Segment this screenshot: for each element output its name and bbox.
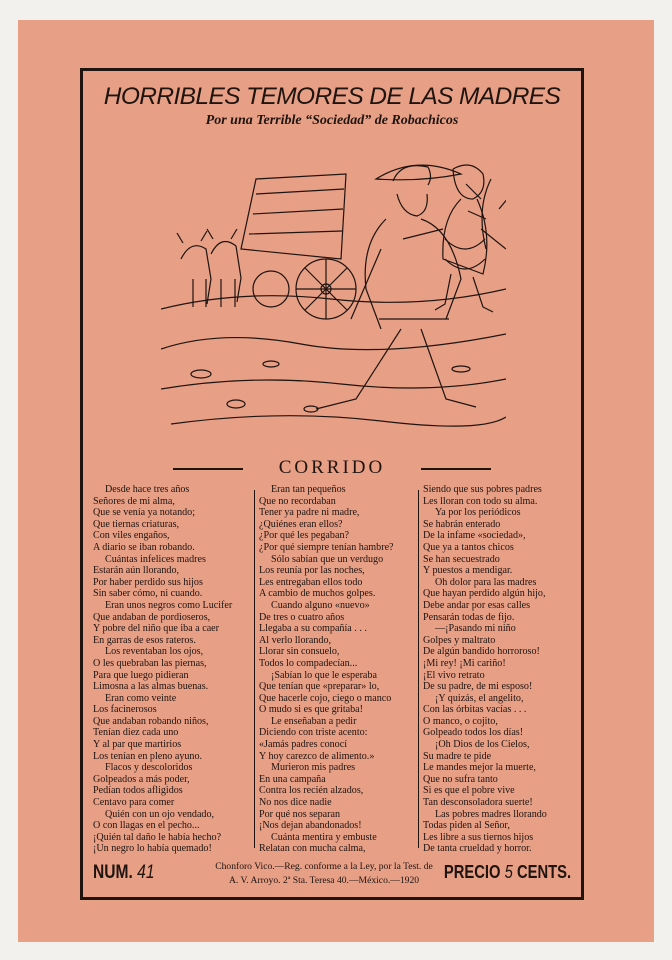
- poem-line: Al verlo llorando,: [259, 634, 332, 646]
- poem-line: Golpeado todos los días!: [423, 727, 524, 739]
- poem-columns: [93, 484, 573, 854]
- poem-line: Que no recordaban: [259, 495, 336, 507]
- poem-line: Y hoy carezco de alimento.»: [259, 750, 375, 762]
- poem-line: Golpes y maltrato: [423, 634, 496, 646]
- poem-line: Que no sufra tanto: [423, 773, 498, 785]
- poem-line: ¡Mi rey! ¡Mi cariño!: [423, 657, 506, 669]
- poem-line: ¡Nos dejan abandonados!: [259, 820, 362, 832]
- poem-line: Les entregaban ellos todo: [259, 576, 363, 588]
- page-border: [80, 68, 584, 900]
- poem-line: Cuántas infelices madres: [105, 553, 206, 565]
- poem-line: Sólo sabían que un verdugo: [271, 553, 384, 565]
- poem-line: Los tenían en pleno ayuno.: [93, 750, 203, 762]
- poem-line: Que andaban de pordioseros,: [93, 611, 211, 623]
- poem-line: Con las órbitas vacías . . .: [423, 704, 527, 716]
- poem-line: O con llagas en el pecho...: [93, 820, 200, 832]
- poem-line: Les libre a sus tiernos hijos: [423, 831, 534, 843]
- poem-line: ¡Quién tal daño le había hecho?: [93, 831, 222, 843]
- poem-line: ¿Por qué les pegaban?: [259, 530, 349, 542]
- poem-line: Llegaba a su compañía . . .: [259, 623, 367, 635]
- issue-number-value: 41: [137, 862, 155, 883]
- poem-line: De su padre, de mi esposo!: [423, 681, 533, 693]
- footer: [93, 858, 571, 894]
- poem-line: Flacos y descoloridos: [105, 762, 193, 774]
- poem-line: ¡Y quizás, el angelito,: [435, 692, 524, 704]
- poem-column-2: [259, 484, 419, 854]
- poem-line: Los facinerosos: [93, 704, 157, 716]
- broadside-sheet: [18, 20, 654, 942]
- poem-line: De la infame «sociedad»,: [423, 530, 526, 542]
- poem-line: Las pobres madres llorando: [435, 808, 547, 820]
- poem-line: De tanta crueldad y horror.: [423, 843, 532, 854]
- poem-line: A cambio de muchos golpes.: [259, 588, 376, 600]
- poem-line: Limosna a las almas buenas.: [93, 681, 209, 693]
- poem-line: Todos lo compadecían...: [259, 657, 358, 669]
- poem-line: A diario se iban robando.: [93, 541, 195, 553]
- poem-line: Llorar sin consuelo,: [259, 646, 340, 658]
- price: [444, 862, 571, 883]
- issue-number-label: NUM.: [93, 862, 133, 883]
- poem-column-3: [423, 484, 583, 854]
- poem-line: Estarán aún llorando,: [93, 565, 180, 577]
- poem-line: Eran como veinte: [105, 692, 177, 704]
- corrido-heading: CORRIDO: [278, 457, 386, 478]
- poem-line: De algún bandido horroroso!: [423, 646, 540, 658]
- poem-line: Le mandes mejor la muerte,: [423, 762, 536, 774]
- poem-line: Y al par que martirios: [93, 739, 182, 751]
- poem-line: Que se venía ya notando;: [93, 507, 196, 519]
- poem-line: ¡El vivo retrato: [423, 669, 485, 681]
- page-title: HORRIBLES TEMORES DE LAS MADRES: [103, 83, 561, 110]
- poem-line: O manco, o cojito,: [423, 715, 498, 727]
- poem-line: Se habrán enterado: [423, 518, 501, 530]
- poem-line: O mudo si es que gritaba!: [259, 704, 363, 716]
- poem-column-1: [93, 484, 253, 854]
- poem-line: Por haber perdido sus hijos: [93, 576, 203, 588]
- poem-line: De tres o cuatro años: [259, 611, 345, 623]
- poem-line: Y puestos a mendigar.: [423, 565, 513, 577]
- poem-line: Desde hace tres años: [105, 484, 190, 495]
- poem-line: Que hayan perdido algún hijo,: [423, 588, 546, 600]
- column-divider: [418, 490, 419, 848]
- poem-line: Que tiernas criaturas,: [93, 518, 180, 530]
- poem-line: Señores de mi alma,: [93, 495, 175, 507]
- poem-line: Que tenían que «preparar» lo,: [259, 681, 380, 693]
- poem-line: Les lloran con todo su alma.: [423, 495, 538, 507]
- poem-line: Los reunía por las noches,: [259, 565, 365, 577]
- poem-line: Su madre te pide: [423, 750, 492, 762]
- poem-line: Tenían diez cada uno: [93, 727, 179, 739]
- poem-line: No nos dice nadie: [259, 797, 332, 809]
- price-value: 5: [504, 862, 513, 882]
- poem-line: Sin saber cómo, ni cuando.: [93, 588, 203, 600]
- poem-line: Pensarán todas de fijo.: [423, 611, 515, 623]
- poem-line: «Jamás padres conocí: [259, 739, 348, 751]
- poem-line: Cuando alguno «nuevo»: [271, 599, 370, 611]
- poem-line: Contra los recién alzados,: [259, 785, 364, 797]
- poem-line: Para que luego pidieran: [93, 669, 189, 681]
- woodcut-man-carrying-child-icon: [161, 139, 506, 449]
- poem-line: En garras de esos rateros.: [93, 634, 196, 646]
- poem-line: Relatan con mucha calma,: [259, 843, 366, 854]
- column-divider: [254, 490, 255, 848]
- poem-line: Oh dolor para las madres: [435, 576, 537, 588]
- price-label: PRECIO: [443, 862, 501, 882]
- poem-line: Siendo que sus pobres padres: [423, 484, 542, 495]
- poem-line: Por qué nos separan: [259, 808, 341, 820]
- section-heading: [173, 457, 491, 479]
- poem-line: Debe andar por esas calles: [423, 599, 531, 611]
- poem-line: Cuánta mentira y embuste: [271, 831, 377, 843]
- poem-line: Que ya a tantos chicos: [423, 541, 514, 553]
- poem-line: Murieron mis padres: [271, 762, 356, 774]
- price-unit: CENTS.: [516, 862, 571, 882]
- poem-line: Los reventaban los ojos,: [105, 646, 204, 658]
- poem-line: Diciendo con triste acento:: [259, 727, 368, 739]
- poem-line: ¡Oh Dios de los Cielos,: [435, 739, 530, 751]
- poem-line: En una campaña: [259, 773, 326, 785]
- poem-line: ¡Un negro lo había quemado!: [93, 843, 212, 854]
- poem-line: —¡Pasando mi niño: [435, 623, 516, 635]
- poem-line: Le enseñaban a pedir: [271, 715, 357, 727]
- poem-line: Con viles engaños,: [93, 530, 170, 542]
- printer-line-1: Chonforo Vico.—Reg. conforme a la Ley, por la Test. de: [215, 861, 433, 872]
- heading-rule-right: [421, 468, 491, 470]
- poem-line: Quién con un ojo vendado,: [105, 808, 215, 820]
- poem-line: Pedían todos afligidos: [93, 785, 183, 797]
- poem-line: Centavo para comer: [93, 797, 175, 809]
- poem-line: Se han secuestrado: [423, 553, 500, 565]
- printer-imprint: [189, 860, 459, 888]
- poem-line: Eran unos negros como Lucifer: [105, 599, 233, 611]
- poem-line: Que andaban robando niños,: [93, 715, 209, 727]
- poem-line: O les quebraban las piernas,: [93, 657, 207, 669]
- poem-line: ¿Quiénes eran ellos?: [259, 518, 343, 530]
- poem-line: Tener ya padre ni madre,: [259, 507, 360, 519]
- poem-line: Eran tan pequeños: [271, 484, 346, 495]
- poem-line: ¿Por qué siempre tenían hambre?: [259, 541, 394, 553]
- poem-line: Todas piden al Señor,: [423, 820, 510, 832]
- poem-line: Y pobre del niño que iba a caer: [93, 623, 220, 635]
- issue-number: [93, 862, 154, 884]
- poem-line: Golpeados a más poder,: [93, 773, 190, 785]
- poem-line: Si es que el pobre vive: [423, 785, 515, 797]
- poem-line: ¡Sabían lo que le esperaba: [271, 669, 377, 681]
- printer-line-2: A. V. Arroyo. 2ª Sta. Teresa 40.—México.—1920: [228, 875, 420, 886]
- poem-line: Ya por los periódicos: [435, 507, 521, 519]
- poem-line: Que hacerle cojo, ciego o manco: [259, 692, 392, 704]
- page-subtitle: Por una Terrible “Sociedad” de Robachicos: [205, 113, 459, 128]
- poem-line: Tan desconsoladora suerte!: [423, 797, 533, 809]
